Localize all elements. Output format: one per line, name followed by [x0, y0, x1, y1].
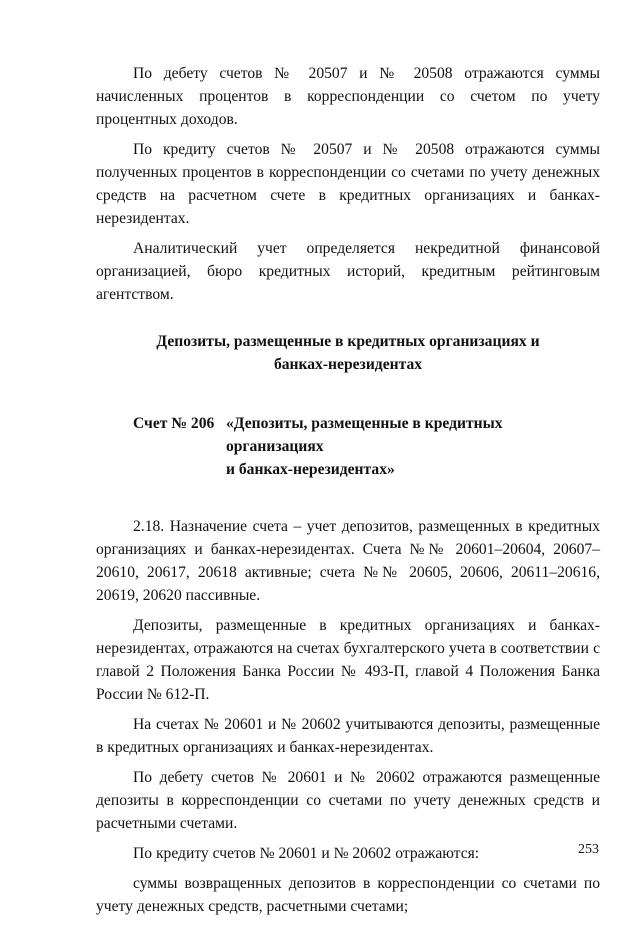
paragraph-credit-20601: По кредиту счетов № 20601 и № 20602 отражаются:: [133, 845, 480, 862]
paragraph-credit-20507: По кредиту счетов № 20507 и № 20508 отражаются суммы полученных процентов в корреспонденции со счетами по учету денежных средств на расчетном счете в кредитных организациях и банках-нерезидентах.: [96, 141, 600, 227]
account-heading: [96, 412, 600, 481]
section-heading-line-2: банках-нерезидентах: [273, 356, 423, 373]
paragraph-analytical-accounting: Аналитический учет определяется некредитной финансовой организацией, бюро кредитных историй, кредитным рейтинговым агентством.: [96, 240, 600, 303]
page-content: [96, 62, 600, 925]
page-number: 253: [578, 842, 599, 857]
paragraph-debit-20507: По дебету счетов № 20507 и № 20508 отражаются суммы начисленных процентов в корреспонденции со счетом по учету процентных доходов.: [96, 65, 600, 128]
account-name-line-2: и банках-нерезидентах»: [226, 461, 395, 478]
paragraph-debit-20601: По дебету счетов № 20601 и № 20602 отражаются размещенные депозиты в корреспонденции со счетами по учету денежных средств и расчетными счетами.: [96, 769, 600, 832]
paragraph-returned-deposits: суммы возвращенных депозитов в корреспонденции со счетами по учету денежных средств, расчетными счетами;: [96, 875, 600, 915]
paragraph-account-purpose: 2.18. Назначение счета – учет депозитов, размещенных в кредитных организациях и банках-нерезидентах. Счета №№ 20601–20604, 20607–20610, 20617, 20618 активные; счета №№ 20605, 20606, 20611–20616, 20619, 20620 пассивные.: [96, 518, 600, 604]
account-name-line-1: «Депозиты, размещенные в кредитных организациях: [226, 415, 503, 455]
paragraph-accounts-20601-20602: На счетах № 20601 и № 20602 учитываются депозиты, размещенные в кредитных организациях и банках-нерезидентах.: [96, 716, 600, 756]
section-heading-line-1: Депозиты, размещенные в кредитных организациях и: [156, 333, 540, 350]
account-number: Счет № 206: [133, 415, 215, 432]
account-name: [226, 412, 600, 481]
paragraph-deposits-reflection: Депозиты, размещенные в кредитных организациях и банках-нерезидентах, отражаются на счетах бухгалтерского учета в соответствии с главой 2 Положения Банка России № 493-П, главой 4 Положения Банка России № 612-П.: [96, 617, 600, 703]
section-heading: [96, 330, 600, 376]
